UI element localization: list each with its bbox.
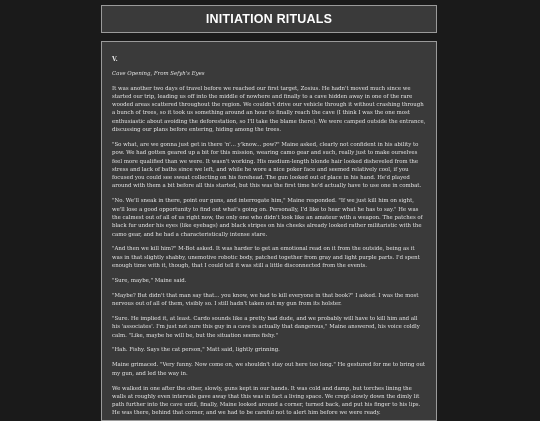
chapter-number: V. xyxy=(112,56,118,63)
story-paragraph: "Sure, maybe," Maine said. xyxy=(112,277,187,284)
story-paragraph: "Maybe? But didn't that man say that... you know, we had to kill everyone in that book?" I asked. I was the most nervous out of all of them, visibly so. I still hadn't taken out my gun from its holster. xyxy=(112,292,419,308)
title-banner xyxy=(101,5,437,33)
story-paragraph: "So what, are we gonna just get in there 'n'... y'know... pow?" Maine asked, clearly not confident in his ability to pow. We had gotten geared up a bit for this mission, wearing camo gear and such, really just to make ourselves feel more qualified than we were. It wasn't working. His medium-length blonde hair looked disheveled from the stress and lack of baths since we left, and while he wore a nice poker face and seemed relatively cool, if you focused you could see sweat collecting on his forehead. The gun looked out of place in his hand. He'd played around with them a bit before all this started, but this was the first time he'd actually have to use one in combat. xyxy=(112,141,422,190)
story-paragraph: Maine grimaced. "Very funny. Now come on, we shouldn't stay out here too long." He gestured for me to bring out my gun, and led the way in. xyxy=(112,362,426,377)
story-panel[interactable] xyxy=(101,41,437,421)
story-paragraph: "Hah. Fishy. Says the cat person," Matt said, lightly grinning. xyxy=(112,347,280,354)
story-paragraph: It was another two days of travel before we reached our first target, Zosius. He hadn't moved much since we started our trip, leading us off into the middle of nowhere and finally to a cave hidden away in one of the rare wooded areas scattered throughout the region. We couldn't drive our vehicle through it without crashing through a bunch of trees, so it took us something around an hour to finally reach the cave (I think I was the one most enthusiastic about avoiding the deforestation, so I'll take the blame there). We were camped outside the entrance, discussing our plans before entering, hiding among the trees. xyxy=(112,85,426,134)
story-paragraph: "And then we kill him?" M-Bot asked. It was harder to get an emotional read on it from the outside, being as it was in that slightly shabby, unemotive robotic body, patched together from gray and light purple parts. I'd spent enough time with it, though, that I could tell it was still a little disconnected from the events. xyxy=(112,246,420,270)
story-paragraph: "No. We'll sneak in there, point our guns, and interrogate him," Maine responded. "If we just kill him on sight, we'll lose a good opportunity to find out what's going on. Personally, I'd like to hear what he has to say." He was the calmest out of all of us right now, the only one who didn't look like an amateur with a weapon. The patches of black fur under his eyes (like eyebags) and black stripes on his cheeks already looked rather militaristic with the camo gear, and he had a characteristically intense stare. xyxy=(112,198,423,238)
page-title: INITIATION RITUALS xyxy=(205,12,333,26)
story-paragraph: "Sure. He implied it, at least. Cardo sounds like a pretty bad dude, and we probably will have to kill him and all his 'associates'. I'm just not sure this guy in a cave is actually that dangerous," Maine answered, his voice coldly calm. "Like, maybe he will be, but the situation seems fishy." xyxy=(112,315,420,339)
chapter-subtitle: Cave Opening, From Sefyh's Eyes xyxy=(112,71,205,78)
story-paragraph: We walked in one after the other, slowly, guns kept in our hands. It was cold and damp, but torches lining the walls at roughly even intervals gave away that this was in fact a living space. We crept slowly down the dimly lit path further into the cave until, finally, Maine looked around a corner, turned back, and put his finger to his lips. He was there, behind that corner, and we had to be careful not to alert him before we were ready. xyxy=(112,385,421,417)
